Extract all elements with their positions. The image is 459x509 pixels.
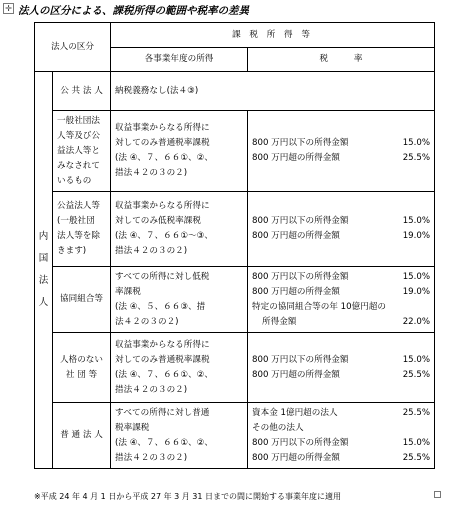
domestic-corp-label: 内 国 法 人	[35, 72, 53, 469]
table-row	[35, 111, 435, 192]
income-scope: すべての所得に対し低税 率課税 (法 ④、５、６６③、措 法４２の３の２)	[111, 267, 248, 333]
income-scope: 収益事業からなる所得に 対してのみ普通税率課税 (法 ④、７、６６①、②、 措法４２の３の２)	[111, 111, 248, 192]
rate-cell: 800 万円以下の所得金額 15.0% 800 万円超の所得金額 19.0%	[248, 192, 435, 267]
table-row	[35, 192, 435, 267]
corp-type-ordinary: 普 通 法 人	[53, 403, 111, 469]
corp-type-cooperative: 協同組合等	[53, 267, 111, 333]
rate-cell: 800 万円以下の所得金額 15.0% 800 万円超の所得金額 25.5%	[248, 111, 435, 192]
income-scope: 収益事業からなる所得に 対してのみ普通税率課税 (法 ④、７、６６①、②、 措法４２の３の２)	[111, 333, 248, 403]
move-cross-icon[interactable]: ✛	[3, 3, 14, 14]
table-resize-handle[interactable]	[434, 491, 441, 498]
rate-cell: 資本金 1億円超の法人 25.5% その他の法人 800 万円以下の所得金額 15.0% 800 万円超の所得金額 25.5%	[248, 403, 435, 469]
rate-cell: 800 万円以下の所得金額 15.0% 800 万円超の所得金額 19.0% 特定の協同組合等の年 10億円超の 所得金額 22.0%	[248, 267, 435, 333]
table-row	[35, 72, 435, 111]
corp-type-public-interest: 公益法人等 (一般社団 法人等を除 きます)	[53, 192, 111, 267]
tax-table	[34, 22, 435, 469]
rate-cell: 800 万円以下の所得金額 15.0% 800 万円超の所得金額 25.5%	[248, 333, 435, 403]
corp-type-unincorporated: 人格のない 社 団 等	[53, 333, 111, 403]
corp-type-general: 一般社団法 人等及び公 益法人等と みなされて いるもの	[53, 111, 111, 192]
header-income: 各事業年度の所得	[111, 48, 248, 72]
table-row	[35, 267, 435, 333]
corp-type-public: 公 共 法 人	[53, 72, 111, 111]
income-scope: すべての所得に対し普通 税率課税 (法 ④、７、６６①、②、 措法４２の３の２)	[111, 403, 248, 469]
header-tax-group: 課 税 所 得 等	[111, 23, 435, 48]
header-rate: 税 率	[248, 48, 435, 72]
income-scope: 収益事業からなる所得に 対してのみ低税率課税 (法 ④、７、６６①～③、 措法４２の３の２)	[111, 192, 248, 267]
public-corp-note: 納税義務なし(法４③)	[111, 72, 435, 111]
footnote: ※平成 24 年 4 月 1 日から平成 27 年 3 月 31 日までの間に開始する事業年度に適用	[34, 492, 342, 501]
table-row	[35, 403, 435, 469]
page-title: 法人の区分による、課税所得の範囲や税率の差異	[18, 5, 249, 17]
table-row	[35, 333, 435, 403]
header-category: 法人の区分	[35, 23, 111, 72]
